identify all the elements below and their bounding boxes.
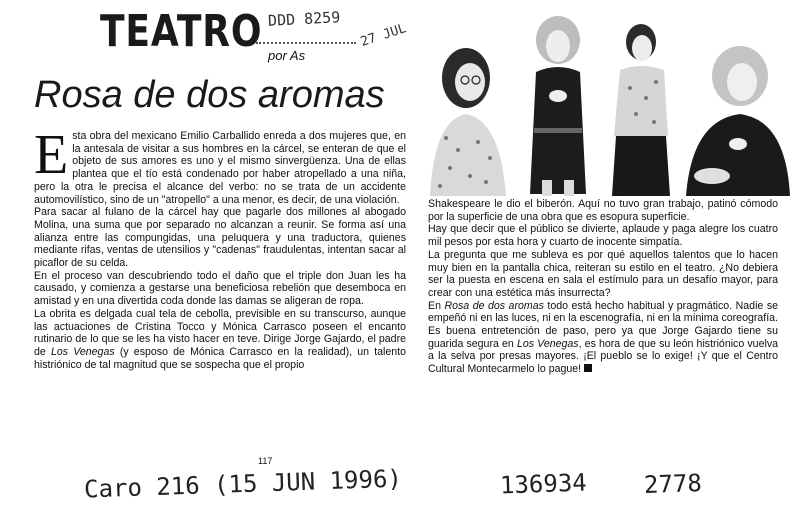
end-mark — [584, 364, 592, 372]
handwritten-code-top: DDD 8259 — [267, 8, 341, 30]
paragraph: En el proceso van descubriendo todo el daño que el triple don Juan les ha causado, y comienza a gestarse una beneficiosa rebelión que desemboca en amistad y en una divertida coda donde las damas se aligeran de ropa. — [34, 269, 406, 308]
paragraph: Hay que decir que el público se divierte, aplaude y paga alegre los cuatro mil pesos por esta hora y cuarto de inocente simpatía. — [428, 223, 778, 249]
page-number: 117 — [258, 456, 273, 466]
section-title: TEATRO — [100, 6, 263, 57]
actress-photo-1 — [420, 38, 512, 196]
headline: Rosa de dos aromas — [34, 74, 385, 116]
paragraph: La pregunta que me subleva es por qué aquellos talentos que lo hacen muy bien en la pantalla chica, reiteran su estilo en el teatro. ¿No debiera ser la puesta en escena en sala el estímulo para un desafío mayor, para crear con una estética más insurrecta? — [428, 248, 778, 299]
paragraph: Shakespeare le dio el biberón. Aquí no tuvo gran trabajo, patinó cómodo por la superficie de una obra que es esopura superficie. — [428, 198, 778, 223]
title-dots — [256, 42, 356, 44]
paragraph: En Rosa de dos aromas todo está hecho habitual y pragmático. Nadie se empeñó ni en las luces, ni en la escenografía, ni en la mínima coreografía. Es buena entretención de paso, pero ya que Jorge Gajardo tiene su guarida segura en Los Venegas, es hora de que su león histriónico vuelva a la selva por presas mayores. ¡El pueblo se lo exige! ¡Y que el Centro Cultural Montecarmelo lo pague! — [428, 299, 779, 376]
photo-strip — [420, 10, 792, 196]
byline: por As — [268, 48, 306, 63]
handwritten-number: 136934 — [499, 468, 588, 500]
drop-cap: E — [34, 124, 69, 186]
actress-photo-2 — [516, 12, 596, 196]
actress-photo-3 — [606, 18, 676, 196]
paragraph: sta obra del mexicano Emilio Carballido enreda a dos mujeres que, en la antesala de visitar a sus hombres en la cárcel, se enteran de que el objeto de sus amores es uno y el mismo sinvergüenza. Una de ellas plantea que el tío está condenado por haber atropellado a una niña, pero la otra le precisa el alcance del verbo: no se trata de un accidente automovilístico, sino de un "atropello" a una menor, es decir, de una violación. — [34, 130, 406, 206]
handwritten-code-bottom: 2778 — [643, 469, 703, 499]
actress-photo-4 — [682, 36, 792, 196]
article-column-2 — [428, 198, 778, 376]
article-column-1 — [34, 124, 406, 371]
paragraph: Para sacar al fulano de la cárcel hay que pagarle dos millones al abogado Molina, una suma que por separado no alcanzan a reunir. Se forma así una alianza entre las compungidas, una peluquera y una traductora, quienes mediante rifas, ventas de utensilios y "cadenas" fraudulentas, intentan sacar al picaflor de su celda. — [34, 206, 406, 270]
paragraph: La obrita es delgada cual tela de cebolla, previsible en su transcurso, aunque las actuaciones de Cristina Tocco y Mónica Carrasco poseen el encanto rutinario de lo que se les ha visto hacer en teve. Dirige Jorge Gajardo, el padre de Los Venegas (y esposo de Mónica Carrasco en la realidad), un talento histriónico de tal magnitud que se sospecha que el propio — [34, 307, 406, 371]
handwritten-date-top: 27 JUL — [358, 21, 409, 50]
handwritten-source: Caro 216 (15 JUN 1996) — [83, 464, 403, 504]
